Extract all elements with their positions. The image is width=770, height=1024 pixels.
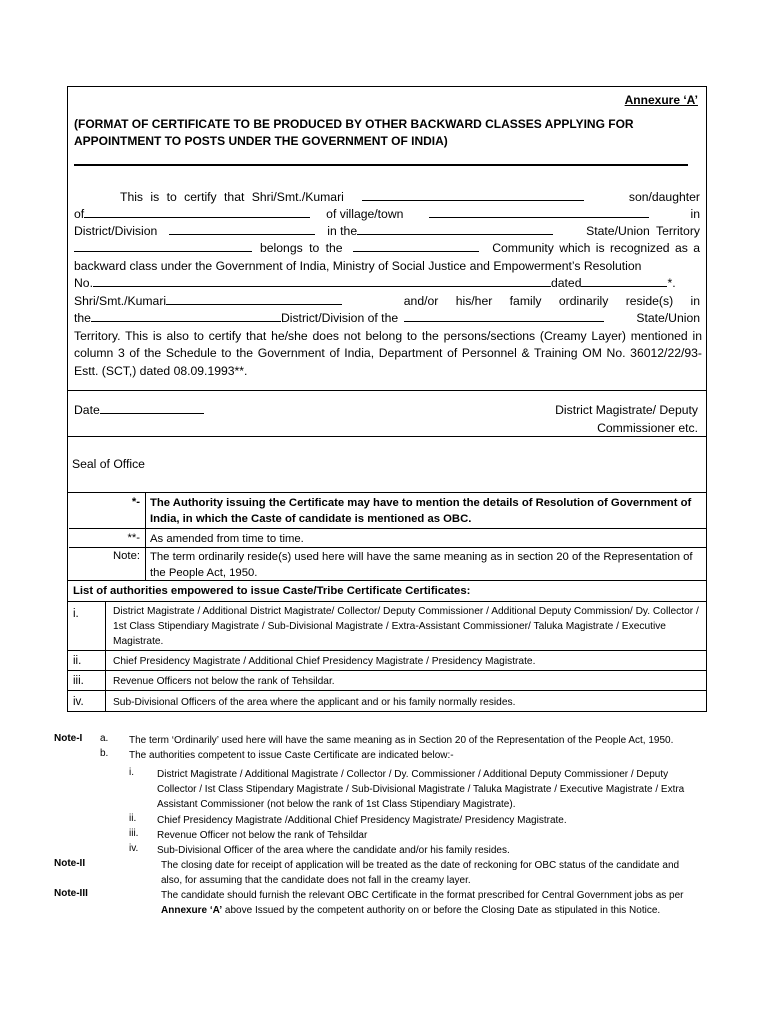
residence-state-blank[interactable]: [404, 310, 604, 322]
authority-number: iii.: [73, 675, 84, 687]
annexure-reference: Annexure ‘A’: [161, 905, 223, 916]
note-3-label: Note-III: [54, 888, 88, 899]
footnote-text: As amended from time to time.: [150, 533, 304, 545]
caste-blank[interactable]: [74, 240, 252, 252]
divider: [68, 580, 706, 581]
divider: [68, 390, 706, 391]
body-line-2: of of village/town in: [74, 207, 700, 221]
body-line-7: Shri/Smt./Kumari and/or his/her family ordinarily reside(s) in: [74, 294, 700, 308]
authority-number: ii.: [73, 655, 82, 667]
body-line-5: backward class under the Government of India, Ministry of Social Justice and Empowerment’s Resolution: [74, 259, 642, 273]
body-line-8: the District/Division of the State/Union: [74, 311, 700, 325]
footnote-mark: *-: [131, 496, 140, 508]
certificate-tail-text: Territory. This is also to certify that he/she does not belong to the persons/sections (Creamy Layer) mentioned in column 3 of the Schedule to the Government of India, Department of Personnel & Training OM No. 36012/22/93-Estt. (SCT,) dated 08.09.1993**.: [74, 329, 702, 378]
divider: [69, 528, 706, 529]
body-line-1: This is to certify that Shri/Smt./Kumari son/daughter: [120, 190, 700, 204]
date-blank[interactable]: [100, 402, 204, 414]
note-1b-label: b.: [100, 748, 109, 759]
footnote-mark: Note:: [112, 550, 140, 562]
authority-text: Sub-Divisional Officers of the area where the applicant and or his family normally resides.: [113, 697, 516, 708]
divider: [68, 601, 706, 602]
competent-authority-text: District Magistrate / Additional Magistrate / Collector / Dy. Commissioner / Additional Deputy Commissioner / Deputy Collector / Ist Class Stipendary Magistrate / Sub-Divisional Magistrate / Taluka Magistrate / Executive Magistrate / Extra Assistant Commissioner (not below the rank of 1st Class Stipendiary Magistrate).: [157, 769, 685, 810]
competent-authority-number: iii.: [129, 828, 139, 839]
divider: [69, 547, 706, 548]
authority-number: i.: [73, 608, 79, 620]
competent-authority-text: Chief Presidency Magistrate /Additional Chief Presidency Magistrate/ Presidency Magistrate.: [157, 815, 567, 826]
applicant-name-blank[interactable]: [166, 293, 342, 305]
resolution-date-blank[interactable]: [581, 275, 667, 287]
heading-rule: [74, 164, 688, 166]
body-line-6: No. dated *.: [74, 276, 676, 290]
footnote-mark: **-: [127, 532, 140, 544]
body-line-3: District/Division in the State/Union Territory: [74, 224, 700, 238]
note-3-text: The candidate should furnish the relevant OBC Certificate in the format prescribed for Central Government jobs as per Annexure ‘A’ above Issued by the competent authority on or before the Closing Date as stipulated in this Notice.: [161, 890, 684, 916]
competent-authority-number: iv.: [129, 843, 139, 854]
note-1a-text: The term ‘Ordinarily’ used here will have the same meaning as in Section 20 of the Representation of the People Act, 1950.: [129, 735, 674, 746]
authority-text: District Magistrate / Additional District Magistrate/ Collector/ Deputy Commissioner / Additional Deputy Commission/ Dy. Collector / 1st Class Stipendiary Magistrate / Sub-Divisional Magistrate / Extra-Assistant Commissioner/ Taluka Magistrate / Executive Magistrate.: [113, 606, 699, 647]
body-line-4: belongs to the Community which is recognized as a: [74, 240, 700, 257]
table-row-divider: [68, 670, 706, 671]
authorities-heading: List of authorities empowered to issue Caste/Tribe Certificate Certificates:: [73, 585, 471, 597]
resolution-no-blank[interactable]: [93, 275, 551, 287]
name-blank[interactable]: [362, 189, 584, 201]
note-1a-label: a.: [100, 733, 109, 744]
table-row-divider: [68, 690, 706, 691]
note-1b-text: The authorities competent to issue Caste Certificate are indicated below:-: [129, 750, 454, 761]
community-blank[interactable]: [353, 240, 479, 252]
residence-district-blank[interactable]: [91, 310, 281, 322]
footnote-text: The term ordinarily reside(s) used here will have the same meaning as in section 20 of the Representation of the People Act, 1950.: [150, 551, 693, 579]
certificate-frame: [67, 86, 707, 712]
authority-number: iv.: [73, 696, 84, 708]
divider: [68, 436, 706, 437]
signatory-block: District Magistrate/ Deputy Commissioner etc.: [555, 403, 698, 435]
district-blank[interactable]: [169, 223, 315, 235]
footnote-column-rule: [145, 492, 146, 580]
note-1-label: Note-I: [54, 733, 83, 744]
footnote-text: The Authority issuing the Certificate may have to mention the details of Resolution of Government of India, in which the Caste of candidate is mentioned as OBC.: [150, 497, 692, 525]
authority-text: Revenue Officers not below the rank of Tehsildar.: [113, 676, 335, 687]
competent-authority-text: Revenue Officer not below the rank of Tehsildar: [157, 830, 368, 841]
state-blank[interactable]: [357, 223, 553, 235]
note-2-text: The closing date for receipt of application will be treated as the date of reckoning for OBC status of the candidate and also, for assuming that the candidate does not fall in the creamy layer.: [161, 860, 680, 886]
village-town-blank[interactable]: [429, 206, 649, 218]
seal-of-office: Seal of Office: [72, 457, 145, 471]
table-row-divider: [68, 650, 706, 651]
divider: [68, 492, 706, 493]
competent-authority-text: Sub-Divisional Officer of the area where the candidate and/or his family resides.: [157, 845, 510, 856]
authority-text: Chief Presidency Magistrate / Additional Chief Presidency Magistrate / Presidency Magistrate.: [113, 656, 536, 667]
note-2-label: Note-II: [54, 858, 86, 869]
date-field: Date: [74, 402, 204, 417]
certificate-heading: (FORMAT OF CERTIFICATE TO BE PRODUCED BY OTHER BACKWARD CLASSES APPLYING FOR APPOINTMENT TO POSTS UNDER THE GOVERNMENT OF INDIA): [74, 117, 634, 148]
annexure-label: Annexure ‘A’: [624, 93, 698, 107]
competent-authority-number: i.: [129, 767, 134, 778]
authorities-column-rule: [105, 601, 106, 712]
competent-authority-number: ii.: [129, 813, 137, 824]
parent-name-blank[interactable]: [84, 206, 310, 218]
